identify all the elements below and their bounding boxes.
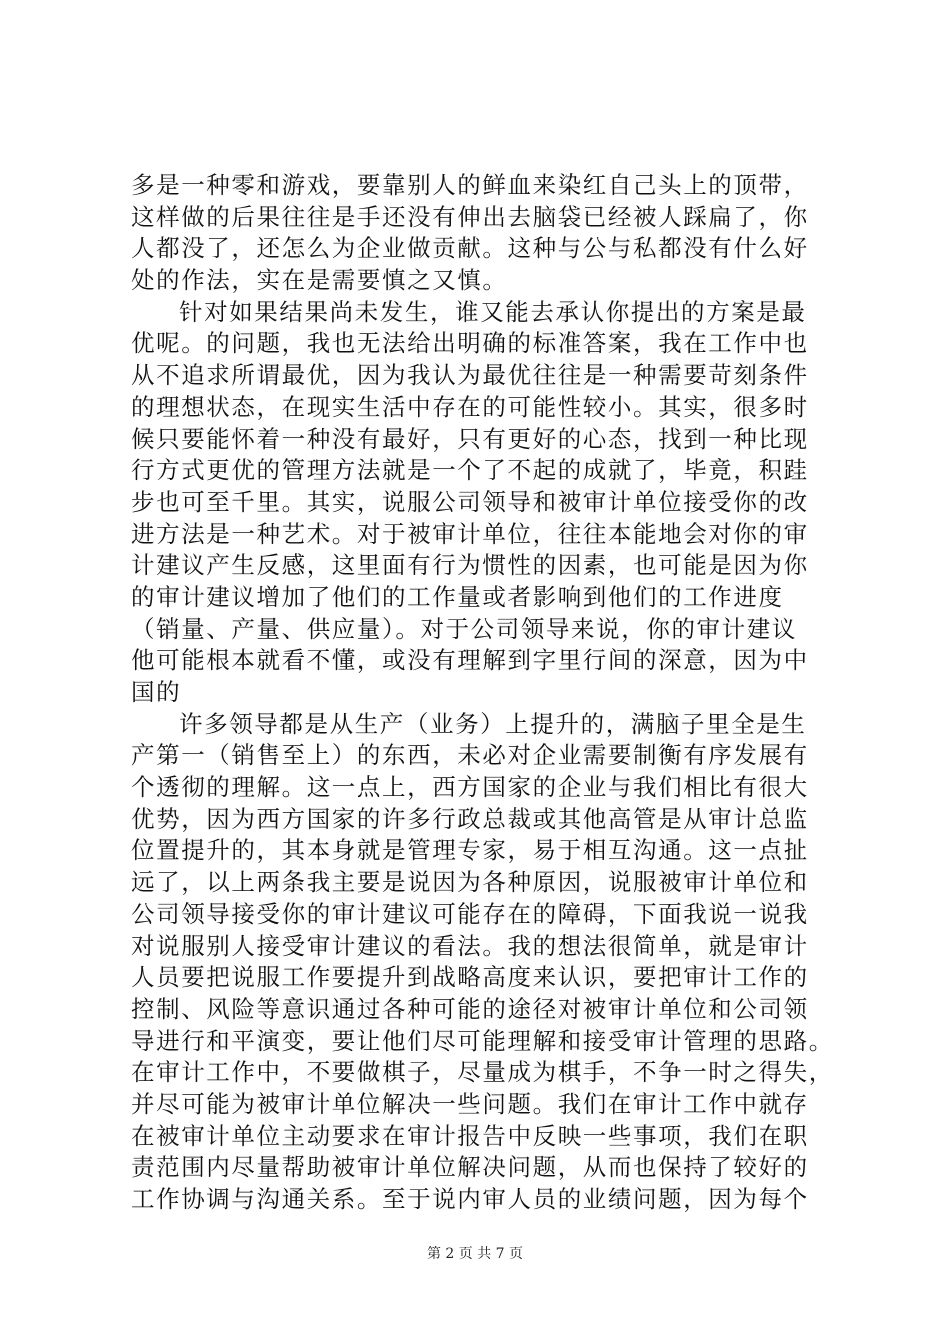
text-line: 他可能根本就看不懂，或没有理解到字里行间的深意，因为中 — [131, 646, 809, 675]
text-line: 人都没了，还怎么为企业做贡献。这种与公与私都没有什么好 — [131, 234, 809, 263]
text-line: 并尽可能为被审计单位解决一些问题。我们在审计工作中就存 — [131, 1089, 809, 1118]
text-line: 的理想状态，在现实生活中存在的可能性较小。其实，很多时 — [131, 392, 809, 421]
text-line: 工作协调与沟通关系。至于说内审人员的业绩问题，因为每个 — [131, 1185, 809, 1213]
text-line: 控制、风险等意识通过各种可能的途径对被审计单位和公司领 — [131, 994, 809, 1023]
text-line: 优势，因为西方国家的许多行政总裁或其他高管是从审计总监 — [131, 804, 809, 833]
text-line: 对说服别人接受审计建议的看法。我的想法很简单，就是审计 — [131, 931, 809, 960]
text-line: 行方式更优的管理方法就是一个了不起的成就了，毕竟，积跬 — [131, 456, 809, 485]
text-line: 人员要把说服工作要提升到战略高度来认识，要把审计工作的 — [131, 963, 809, 992]
text-line: 处的作法，实在是需要慎之又慎。 — [131, 266, 508, 295]
text-line: （销量、产量、供应量）。对于公司领导来说，你的审计建议 — [131, 614, 797, 643]
text-line: 在审计工作中，不要做棋子，尽量成为棋手，不争一时之得失， — [131, 1058, 834, 1087]
text-line: 产第一（销售至上）的东西，未必对企业需要制衡有序发展有 — [131, 741, 809, 770]
text-line: 远了，以上两条我主要是说因为各种原因，说服被审计单位和 — [131, 868, 809, 897]
text-line-paragraph-start: 针对如果结果尚未发生，谁又能去承认你提出的方案是最 — [179, 297, 807, 326]
text-line: 步也可至千里。其实，说服公司领导和被审计单位接受你的改 — [131, 487, 809, 516]
body-text — [131, 170, 851, 1216]
text-line: 候只要能怀着一种没有最好，只有更好的心态，找到一种比现 — [131, 424, 809, 453]
text-line: 优呢。的问题，我也无法给出明确的标准答案，我在工作中也 — [131, 329, 809, 358]
text-line: 从不追求所谓最优，因为我认为最优往往是一种需要苛刻条件 — [131, 361, 809, 390]
text-line: 公司领导接受你的审计建议可能存在的障碍，下面我说一说我 — [131, 899, 809, 928]
text-line: 责范围内尽量帮助被审计单位解决问题，从而也保持了较好的 — [131, 1153, 809, 1182]
text-line: 的审计建议增加了他们的工作量或者影响到他们的工作进度 — [131, 582, 784, 611]
text-line: 导进行和平演变，要让他们尽可能理解和接受审计管理的思路。 — [131, 1026, 834, 1055]
text-line-paragraph-start: 许多领导都是从生产（业务）上提升的，满脑子里全是生 — [179, 709, 807, 738]
text-line: 计建议产生反感，这里面有行为惯性的因素，也可能是因为你 — [131, 551, 809, 580]
text-line: 这样做的后果往往是手还没有伸出去脑袋已经被人踩扁了，你 — [131, 202, 809, 231]
text-line: 国的 — [131, 678, 182, 706]
text-line: 在被审计单位主动要求在审计报告中反映一些事项，我们在职 — [131, 1121, 809, 1150]
page-footer: 第 2 页 共 7 页 — [426, 1246, 524, 1262]
text-line: 位置提升的，其本身就是管理专家，易于相互沟通。这一点扯 — [131, 836, 809, 865]
text-line: 进方法是一种艺术。对于被审计单位，往往本能地会对你的审 — [131, 519, 809, 548]
text-line: 多是一种零和游戏，要靠别人的鲜血来染红自己头上的顶带， — [131, 171, 809, 199]
text-line: 个透彻的理解。这一点上，西方国家的企业与我们相比有很大 — [131, 773, 809, 802]
